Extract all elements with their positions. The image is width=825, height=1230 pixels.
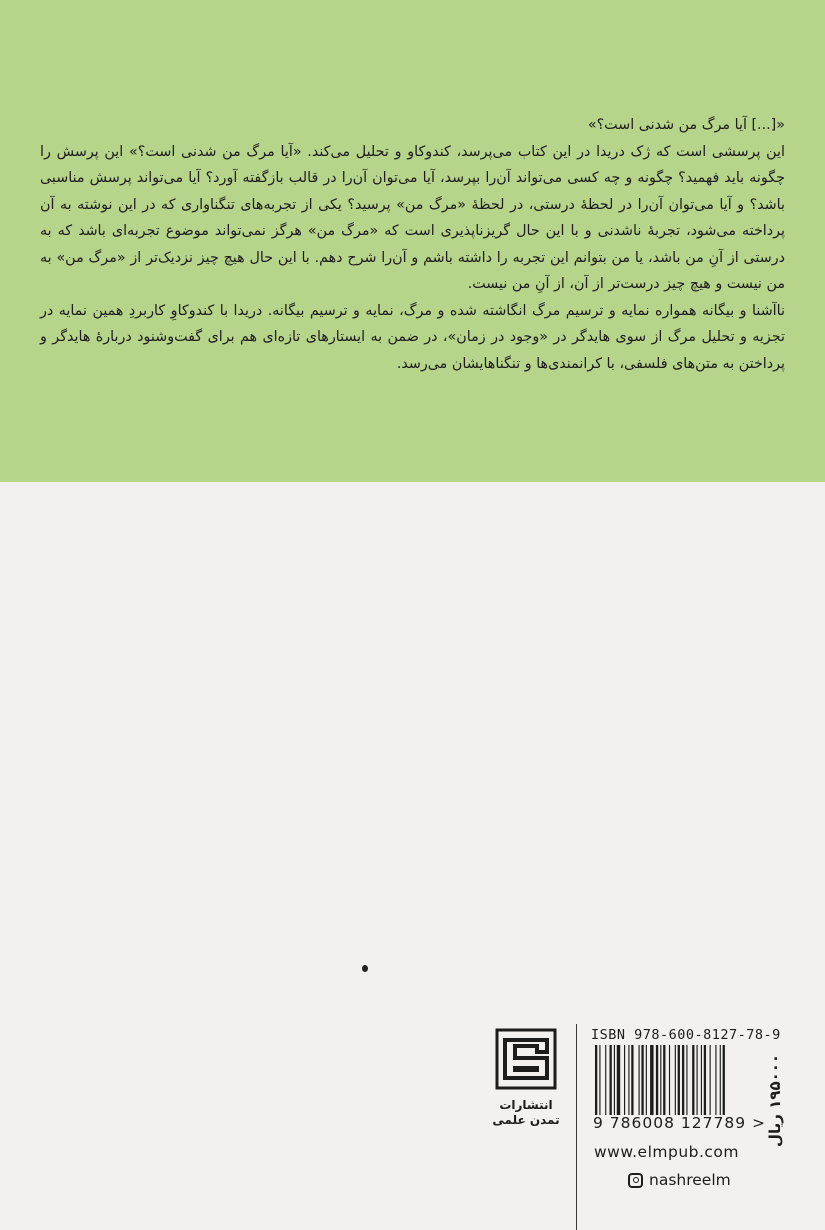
blurb-opening-quote: «[...] آیا مرگ من شدنی است؟» [587, 117, 785, 133]
back-cover-blurb [40, 112, 785, 377]
isbn-label: ISBN 978-600-8127-78-9 [591, 1027, 781, 1043]
instagram-icon [628, 1173, 643, 1188]
barcode-digits: 9 786008 127789 > [593, 1114, 766, 1132]
publisher-name [490, 1098, 562, 1128]
website-url: www.elmpub.com [594, 1143, 740, 1161]
blurb-paragraph-1: این پرسشی است که ژک دریدا در این کتاب می‌پرسد، کندوکاو و تحلیل می‌کند. «آیا مرگ من شدنی است؟» این پرسش را چگونه باید فهمید؟ چگونه و چه کسی می‌تواند آن‌را بپرسد، آیا می‌توان آن‌را در قالب بازگفته آورد؟ آیا می‌تواند پرسش مناسبی باشد؟ و آیا می‌توان آن‌را در لحظهٔ درستی، در لحظهٔ «مرگ من» پرسید؟ یکی از تجربه‌های تنگناواری که در این نوشته به آن پرداخته می‌شود، تجربهٔ ناشدنی و با این حال گریزناپذیری است که «مرگ من» هرگز نمی‌تواند موضوع تجربه‌ای باشد که به درستی از آنِ من باشد، یا من بتوانم این تجربه را داشته باشم و آن‌را شرح دهم. با این حال هیچ چیز نزدیک‌تر از «مرگ من» به من نیست و هیچ چیز درست‌تر از آن، از آنِ من نیست. [40, 143, 785, 292]
ink-speck [362, 965, 368, 972]
price-label: ۱۹۵۰۰۰ ریال [766, 1053, 784, 1147]
publisher-line-2: تمدن علمی [492, 1113, 560, 1127]
publisher-logo [490, 1026, 562, 1174]
tamadon-elmi-logo-icon [495, 1028, 557, 1090]
instagram-handle-row [628, 1170, 731, 1190]
isbn-barcode [593, 1045, 765, 1115]
publisher-line-1: انتشارات [499, 1098, 553, 1112]
instagram-handle: nashreelm [649, 1171, 731, 1189]
blurb-paragraph-2: ناآشنا و بیگانه همواره نمایه و ترسیم مرگ انگاشته شده و مرگ، نمایه و ترسیم بیگانه. دریدا با کندوکاوِ کاربردِ همین نمایه در تجزیه و تحلیل مرگ از سوی هایدگر در «وجود در زمان»، در ضمن به ایستارهای تازه‌ای هم برای گفت‌وشنود دربارهٔ هایدگر و پرداختن به متن‌های فلسفی، با کرانمندی‌ها و تنگناهایشان می‌رسد. [40, 302, 785, 372]
divider-line [576, 1024, 577, 1230]
